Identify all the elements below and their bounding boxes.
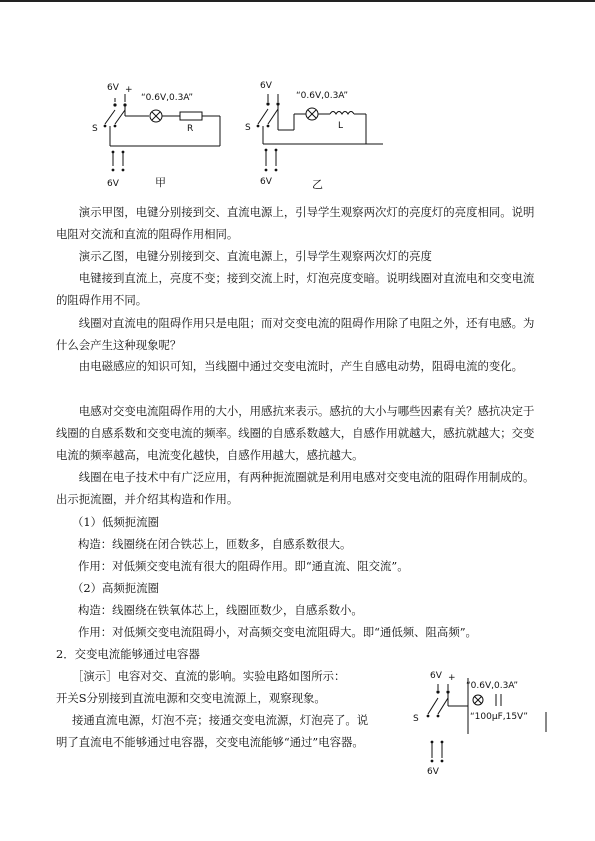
jia-caption: 甲 [155,176,166,189]
paragraph-demo-yi: 演示乙图，电键分别接到交、直流电源上，引导学生观察两次灯的亮度 [78,249,432,263]
section2-conclusion-line: 明了直流电不能够通过电容器，交变电流能够“通过”电容器。 [56,735,364,749]
jia-resistor-label: R [187,124,194,134]
circuit-figure-capacitor [410,668,560,778]
section2-heading: 2．交变电流能够通过电容器 [56,647,200,661]
paragraph-inductance-question: 线圈对直流电的阻碍作用只是电阻；而对交变电流的阻碍作用除了电阻之外，还有电感。为什么会产生这种现象呢？ [56,316,535,352]
low-freq-heading: （1）低频扼流圈 [72,515,159,529]
low-freq-function: 作用：对低频交变电流有很大的阻碍作用。即“通直流、阻交流”。 [78,559,409,573]
jia-plus-sign: + [125,85,133,95]
jia-top-voltage-label: 6V [107,83,119,93]
circuit-figure-yi [238,78,388,190]
paragraph-inductive-reactance: 电感对交变电流阻碍作用的大小，用感抗来表示。感抗的大小与哪些因素有关？感抗决定于线圈的自感系数和交变电流的频率。线圈的自感系数越大，自感作用就越大，感抗就越大；交变电流的频率越高，电流变化越快，自感作用越大，感抗越大。 [56,404,535,462]
cap-bottom-voltage-label: 6V [427,767,439,777]
cap-switch-label: S [413,714,419,724]
jia-bottom-voltage-label: 6V [107,179,119,189]
section2-demo-line: ［演示］电容对交、直流的影响。实验电路如图所示： [72,669,346,683]
cap-capacitor-rating: “100μF,15V” [470,712,528,722]
section2-switch-line: 开关S分别接到直流电源和交变电流源上，观察现象。 [56,691,326,705]
yi-caption: 乙 [312,178,323,190]
high-freq-structure: 构造：线圈绕在铁氧体芯上，线圈匝数少，自感系数小。 [78,603,363,617]
paragraph-self-induction: 由电磁感应的知识可知，当线圈中通过交变电流时，产生自感电动势，阻碍电流的变化。 [78,359,524,373]
circuit-figure-jia [85,80,235,190]
paragraph-choke-coil: 线圈在电子技术中有广泛应用，有两种扼流圈就是利用电感对交变电流的阻碍作用制成的。出示扼流圈，并介绍其构造和作用。 [56,470,535,506]
yi-switch-label: S [245,123,251,133]
page-top-rule [0,0,595,2]
jia-switch-label: S [92,124,98,134]
paragraph-brightness-result: 电键接到直流上，亮度不变；接到交流上时，灯泡亮度变暗。说明线圈对直流电和交变电流的阻碍作用不同。 [56,271,535,307]
jia-lamp-rating: “0.6V,0.3A” [141,93,194,103]
yi-top-voltage-label: 6V [260,81,272,91]
cap-lamp-rating: “0.6V,0.3A” [466,681,519,691]
low-freq-structure: 构造：线圈绕在闭合铁芯上，匝数多，自感系数很大。 [78,537,352,551]
high-freq-heading: （2）高频扼流圈 [72,581,159,595]
yi-lamp-rating: “0.6V,0.3A” [296,91,349,101]
cap-plus-sign: + [448,673,456,683]
paragraph-demo-jia: 演示甲图，电键分别接到交、直流电源上，引导学生观察两次灯的亮度灯的亮度相同。说明电阻对交流和直流的阻碍作用相同。 [56,205,535,241]
yi-inductor-label: L [338,121,344,131]
cap-top-voltage-label: 6V [430,671,442,681]
yi-bottom-voltage-label: 6V [260,177,272,187]
high-freq-function: 作用：对低频交变电流阻碍小，对高频交变电流阻碍大。即“通低频、阻高频”。 [78,625,477,639]
section2-observation-line: 接通直流电源，灯泡不亮；接通交变电流源，灯泡亮了。说 [72,713,369,727]
